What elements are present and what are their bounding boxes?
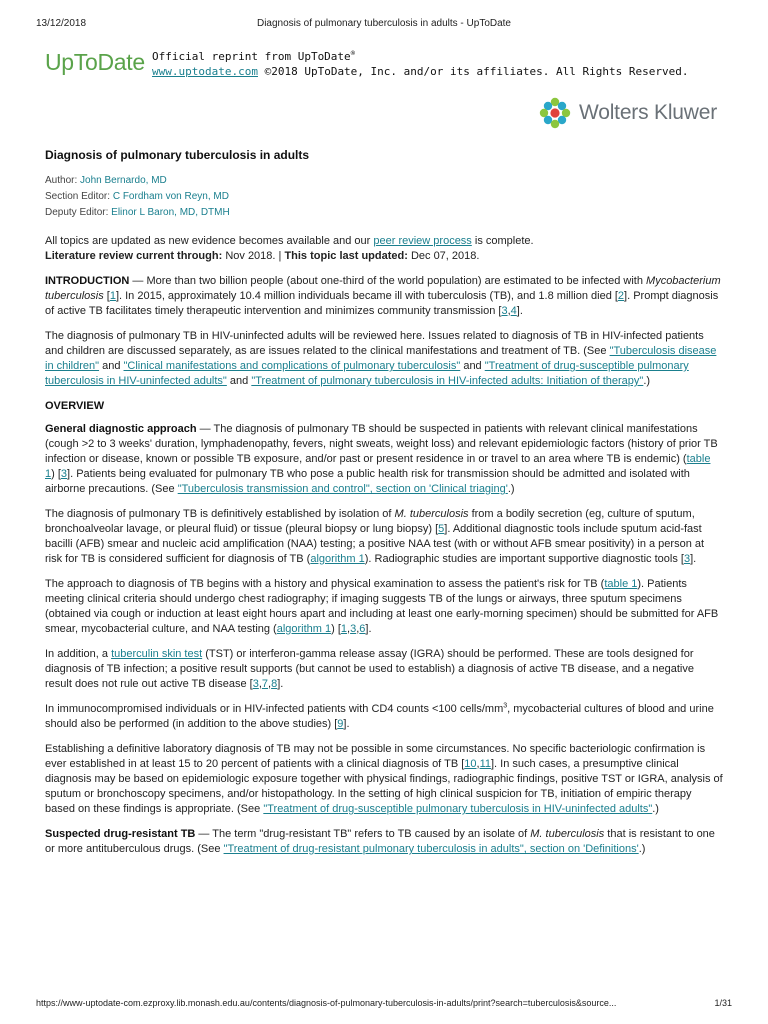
drug-resistant-heading: Suspected drug-resistant TB (45, 828, 196, 840)
reference-link[interactable]: 4 (510, 305, 517, 317)
page-number: 1/31 (714, 998, 732, 1008)
print-url: https://www-uptodate-com.ezproxy.lib.monash.edu.au/contents/diagnosis-of-pulmonary-tuberculosis-in-adults/print?search=tuberculosis&source... (36, 998, 617, 1008)
wolters-kluwer-name: Wolters Kluwer (579, 101, 718, 124)
topic-link-treatment-hiv-infected[interactable]: "Treatment of pulmonary tuberculosis in HIV-infected adults: Initiation of therapy" (251, 375, 644, 387)
last-updated-label: This topic last updated: (284, 250, 408, 262)
last-updated-value: Dec 07, 2018. (407, 250, 480, 262)
tuberculin-skin-test-link[interactable]: tuberculin skin test (111, 648, 203, 660)
topic-link-tb-children[interactable]: "Tuberculosis disease in children" (45, 345, 717, 372)
topic-link-treatment-drug-susceptible[interactable]: "Treatment of drug-susceptible pulmonary tuberculosis in HIV-uninfected adults" (263, 803, 653, 815)
update-notice: All topics are updated as new evidence becomes available and our peer review process is complete. Literature review current through: Nov 2018. | This topic last updated: Dec 07, 2018. (45, 235, 534, 262)
reference-link[interactable]: 8 (271, 678, 278, 690)
deputy-editor-row (45, 205, 723, 221)
reference-link[interactable]: 2 (617, 290, 625, 302)
topic-link-transmission-control[interactable]: "Tuberculosis transmission and control", section on 'Clinical triaging' (177, 483, 508, 495)
approach-paragraph: The approach to diagnosis of TB begins with a history and physical examination to assess the patient's risk for TB (table 1). Patients meeting clinical criteria should undergo chest radiography; if imaging suggests TB of the lungs or airways, three sputum specimens (obtained via cough or induction at least eight hours apart and including at least one early-morning specimen) should be submitted for AFB smear, mycobacterial culture, and NAA testing (algorithm 1) [1,3,6]. (45, 578, 719, 635)
drug-resistant-paragraph: Suspected drug-resistant TB — The term "drug-resistant TB" refers to TB caused by an isolate of M. tuberculosis that is resistant to one or more antituberculous drugs. (See "Treatment of drug-resistant pulmonary tuberculosis in adults", section on 'Definitions'.) (45, 828, 715, 855)
topic-link-treatment-drug-susceptible[interactable]: "Treatment of drug-susceptible pulmonary tuberculosis in HIV-uninfected adults" (45, 360, 689, 387)
deputy-editor-link[interactable]: Elinor L Baron, MD, DTMH (111, 207, 230, 218)
overview-heading: OVERVIEW (45, 400, 105, 412)
reference-link[interactable]: 11 (479, 758, 491, 770)
copyright-text: ©2018 UpToDate, Inc. and/or its affiliates. All Rights Reserved. (257, 65, 689, 78)
section-editor-row (45, 189, 723, 205)
algorithm-link[interactable]: algorithm 1 (310, 553, 365, 565)
algorithm-link[interactable]: algorithm 1 (276, 623, 332, 635)
author-label: Author: (45, 175, 78, 186)
table-link[interactable]: table 1 (604, 578, 638, 590)
reprint-line: Official reprint from UpToDate (152, 50, 351, 63)
reference-link[interactable]: 3 (350, 623, 357, 635)
reference-link[interactable]: 3 (501, 305, 508, 317)
wolters-kluwer-globe-icon (538, 96, 572, 130)
article-title: Diagnosis of pulmonary tuberculosis in adults (45, 148, 310, 162)
article-meta (45, 173, 723, 221)
introduction-heading: INTRODUCTION (45, 275, 130, 287)
immunocompromised-paragraph: In immunocompromised individuals or in HIV-infected patients with CD4 counts <100 cells/$mm^3$, mycobacterial cultures of blood and urine should also be performed (in addition to the above studies) [9]. (45, 702, 714, 730)
wolters-kluwer-logo (538, 96, 717, 130)
reference-link[interactable]: 3 (683, 553, 691, 565)
topic-link-clinical-manifestations[interactable]: "Clinical manifestations and complications of pulmonary tuberculosis" (123, 360, 461, 372)
section-editor-label: Section Editor: (45, 191, 111, 202)
reference-link[interactable]: 3 (252, 678, 259, 690)
tst-igra-paragraph: In addition, a tuberculin skin test (TST) or interferon-gamma release assay (IGRA) should be performed. These are tools designed for diagnosis of TB infection; a positive result supports (but cannot be used to establish) a diagnosis of active TB disease, and a negative result does not rule out active TB disease [3,7,8]. (45, 648, 694, 690)
reference-link[interactable]: 7 (261, 678, 269, 690)
general-approach-heading: General diagnostic approach (45, 423, 197, 435)
reference-link[interactable]: 9 (337, 718, 344, 730)
section-editor-link[interactable]: C Fordham von Reyn, MD (112, 191, 229, 202)
general-approach-paragraph: General diagnostic approach — The diagnosis of pulmonary TB should be suspected in patients with relevant clinical manifestations (cough >2 to 3 weeks' duration, lymphadenopathy, fevers, night sweats, weight loss) and relevant epidemiologic factors (history of prior TB infection or disease, known or possible TB exposure, and/or past or present residence in or travel to an area where TB is endemic) (table 1) [3]. Patients being evaluated for pulmonary TB who pose a public health risk for transmission should be admitted and isolated with airborne precautions. (See "Tuberculosis transmission and control", section on 'Clinical triaging'.) (45, 423, 718, 495)
definitive-diagnosis-paragraph: The diagnosis of pulmonary TB is definitively established by isolation of M. tuberculosis from a bodily secretion (eg, culture of sputum, bronchoalveolar lavage, or pleural fluid) or tissue (pleural biopsy or lung biopsy) [5]. Additional diagnostic tools include sputum acid-fast bacilli (AFB) smear and nucleic acid amplification (NAA) testing; a positive NAA test (with or without AFB smear positivity) in a person at risk for TB is considered sufficient for diagnosis of TB (algorithm 1). Radiographic studies are important supportive diagnostic tools [3]. (45, 508, 705, 565)
article-content (45, 148, 723, 867)
reference-link[interactable]: 10 (464, 758, 477, 770)
author-link[interactable]: John Bernardo, MD (80, 175, 167, 186)
introduction-paragraph: INTRODUCTION — More than two billion people (about one-third of the world population) are estimated to be infected with Mycobacterium tuberculosis [1]. In 2015, approximately 10.4 million individuals became ill with tuberculosis (TB), and 1.8 million died [2]. Prompt diagnosis of active TB facilitates timely therapeutic intervention and minimizes community transmission [3,4]. (45, 275, 721, 317)
lit-review-value: Nov 2018. | (222, 250, 285, 262)
reference-link[interactable]: 1 (109, 290, 116, 302)
table-link[interactable]: table 1 (45, 453, 711, 480)
author-row (45, 173, 723, 189)
lit-review-label: Literature review current through: (45, 250, 223, 262)
uptodate-site-link[interactable]: www.uptodate.com (152, 65, 258, 78)
presumptive-diagnosis-paragraph: Establishing a definitive laboratory diagnosis of TB may not be possible in some circumstances. No specific bacteriologic confirmation is ever established in at least 15 to 20 percent of patients with a clinical diagnosis of TB [10,11]. In such cases, a presumptive clinical diagnosis may be based on epidemiologic exposure together with physical findings, radiographic findings, positive TST or IGRA, analysis of sputum or bronchoscopy specimens, and/or histopathology. In the setting of high clinical suspicion for TB, initiation of empiric therapy based on these findings is appropriate. (See "Treatment of drug-susceptible pulmonary tuberculosis in HIV-uninfected adults".) (45, 743, 723, 815)
scope-paragraph: The diagnosis of pulmonary TB in HIV-uninfected adults will be reviewed here. Issues related to diagnosis of TB in HIV-infected patients and children are discussed separately, as are issues related to the clinical manifestations and treatment of TB. (See "Tuberculosis disease in children" and "Clinical manifestations and complications of pulmonary tuberculosis" and "Treatment of drug-susceptible pulmonary tuberculosis in HIV-uninfected adults" and "Treatment of pulmonary tuberculosis in HIV-infected adults: Initiation of therapy".) (45, 330, 717, 387)
reference-link[interactable]: 5 (438, 523, 445, 535)
print-title: Diagnosis of pulmonary tuberculosis in adults - UpToDate (256, 18, 511, 29)
uptodate-logo: UpToDate (45, 49, 145, 75)
reference-link[interactable]: 3 (60, 468, 68, 480)
topic-link-drug-resistant[interactable]: "Treatment of drug-resistant pulmonary tuberculosis in adults", section on 'Definitions' (223, 843, 639, 855)
print-date: 13/12/2018 (36, 18, 87, 29)
peer-review-link[interactable]: peer review process (373, 235, 472, 247)
reprint-notice (152, 49, 688, 79)
reference-link[interactable]: 1 (340, 623, 348, 635)
deputy-editor-label: Deputy Editor: (45, 207, 109, 218)
reference-link[interactable]: 6 (359, 623, 366, 635)
registered-mark: ® (350, 49, 355, 58)
